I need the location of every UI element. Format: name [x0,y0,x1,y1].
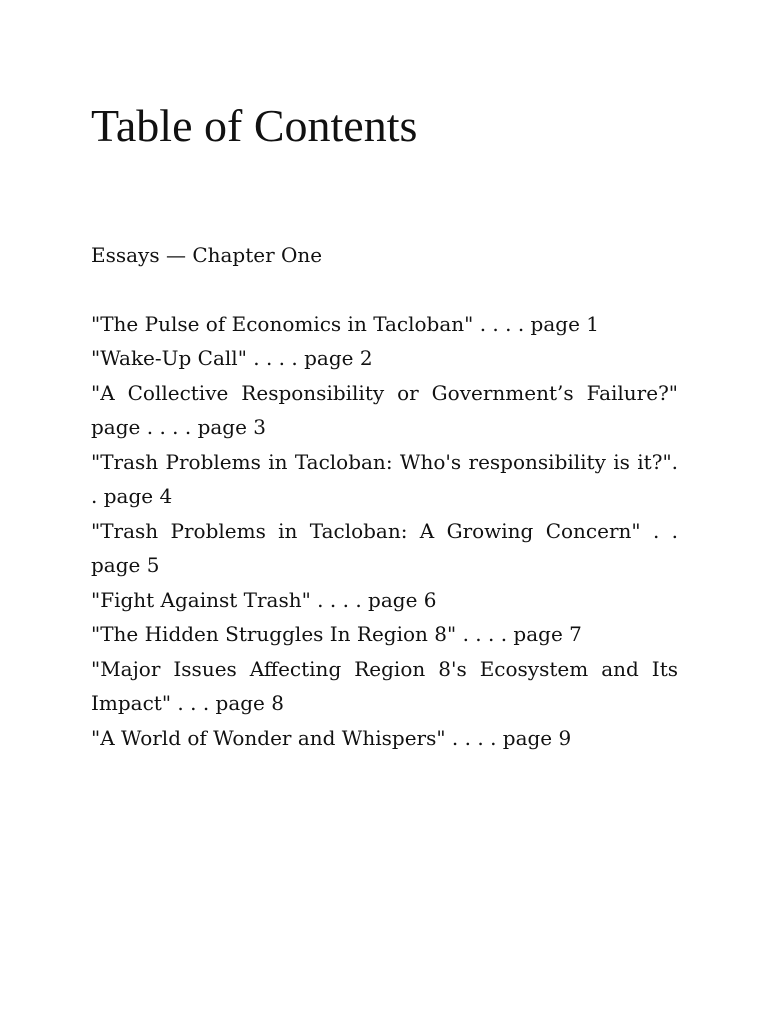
toc-list [91,307,678,756]
section-heading: Essays — Chapter One [91,243,323,267]
toc-entry-2: "Wake-Up Call" . . . . page 2 [91,346,373,370]
toc-entry-7: "The Hidden Struggles In Region 8" . . . . page 7 [91,622,582,646]
toc-entry-1: "The Pulse of Economics in Tacloban" . . . . page 1 [91,311,600,336]
toc-entry-3: "A Collective Responsibility or Government’s Failure?" page . . . . page 3 [91,380,678,439]
toc-entry-9: "A World of Wonder and Whispers" . . . . page 9 [91,725,572,750]
toc-entry-4: "Trash Problems in Tacloban: Who's responsibility is it?". . page 4 [91,449,678,508]
toc-entry-6: "Fight Against Trash" . . . . page 6 [91,587,437,612]
toc-entry-5: "Trash Problems in Tacloban: A Growing Concern" . . page 5 [91,518,678,577]
toc-entry-8: "Major Issues Affecting Region 8's Ecosystem and Its Impact" . . . page 8 [91,656,678,715]
document-page [91,96,678,755]
page-title: Table of Contents [91,100,418,151]
